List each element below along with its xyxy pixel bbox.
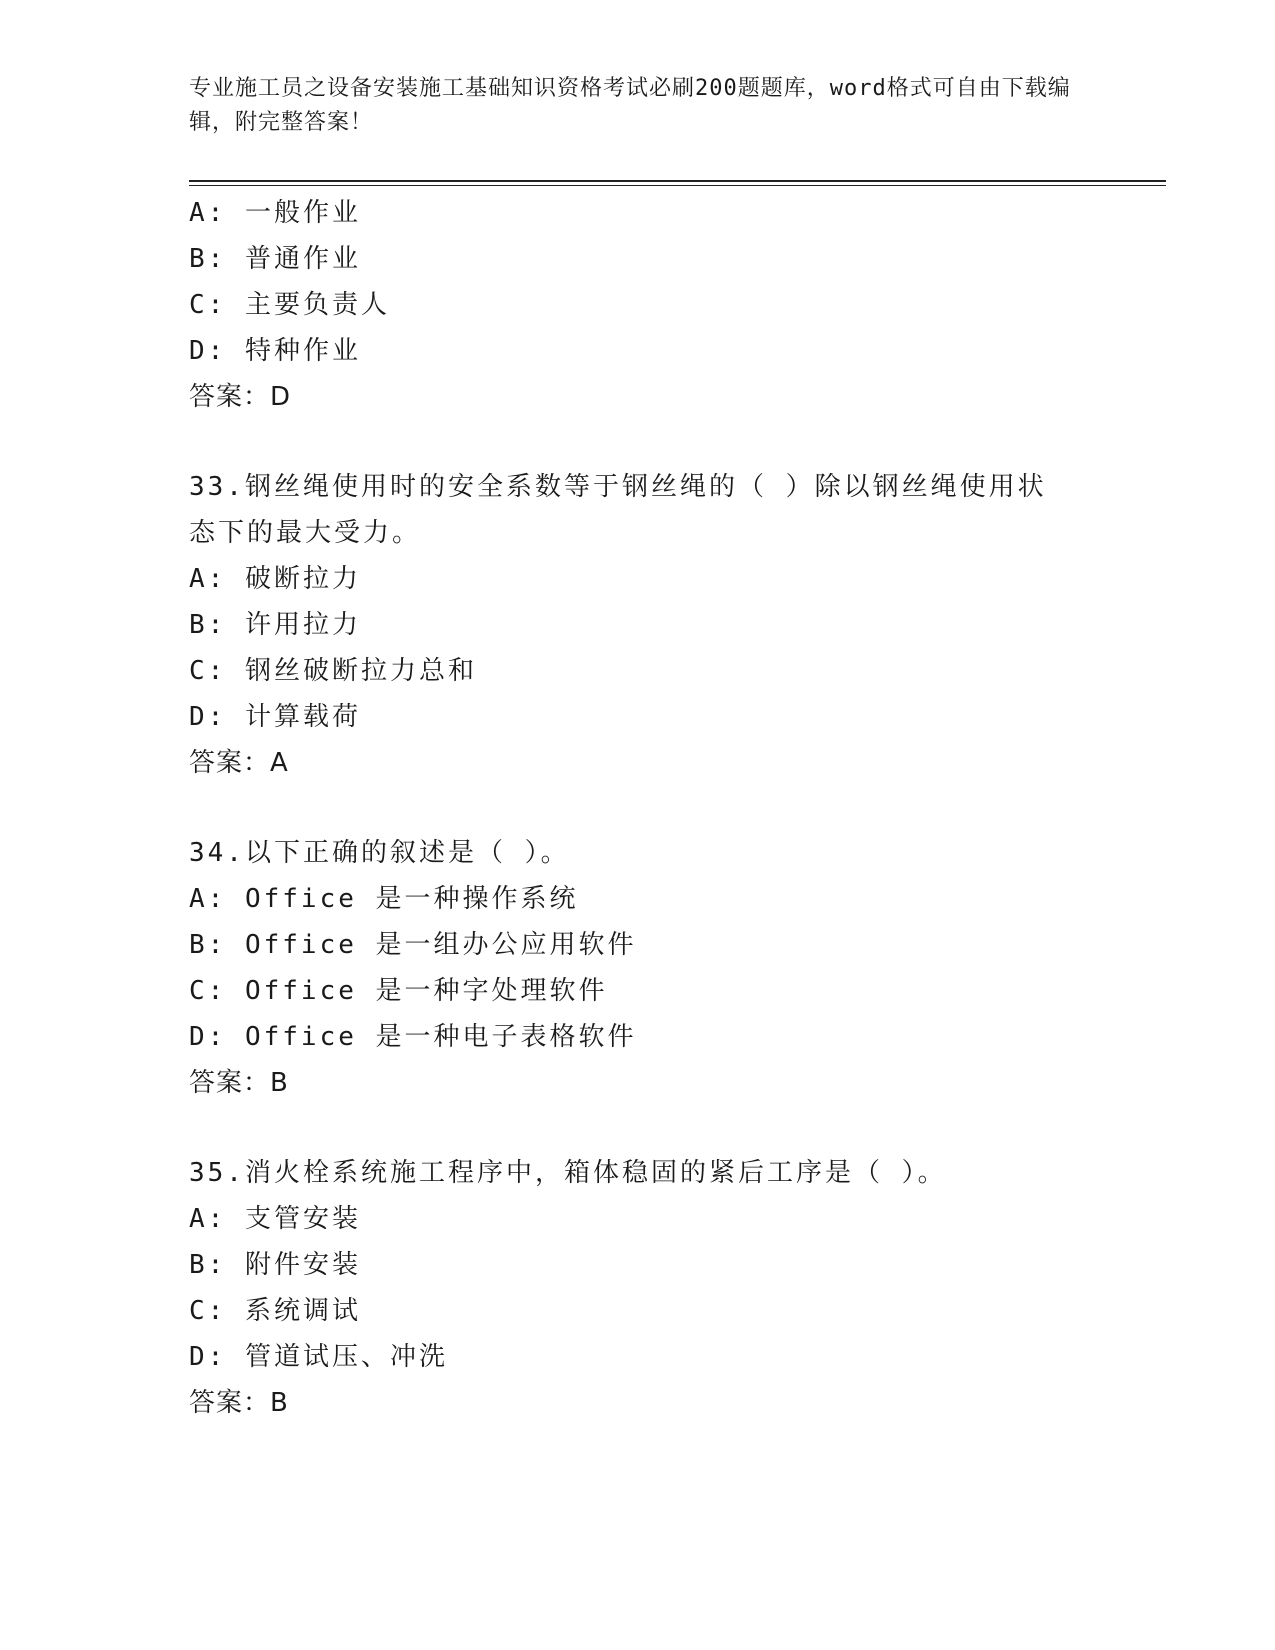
option-c: C: 系统调试 bbox=[189, 1296, 361, 1326]
option-c: C: 主要负责人 bbox=[189, 290, 390, 320]
question-32 bbox=[189, 190, 1169, 420]
question-34 bbox=[189, 830, 1169, 1106]
document-header: 专业施工员之设备安装施工基础知识资格考试必刷200题题库，word格式可自由下载编辑，附完整答案！ bbox=[189, 76, 1071, 135]
option-b: B: 普通作业 bbox=[189, 244, 361, 274]
option-a: A: Office 是一种操作系统 bbox=[189, 884, 579, 914]
option-c: C: Office 是一种字处理软件 bbox=[189, 976, 608, 1006]
answer: 答案：A bbox=[189, 748, 289, 778]
option-c: C: 钢丝破断拉力总和 bbox=[189, 656, 477, 686]
document-body bbox=[189, 190, 1169, 1426]
option-a: A: 一般作业 bbox=[189, 198, 361, 228]
answer: 答案：D bbox=[189, 382, 292, 412]
answer: 答案：B bbox=[189, 1388, 289, 1418]
option-d: D: 管道试压、冲洗 bbox=[189, 1342, 448, 1372]
spacer bbox=[189, 1106, 1169, 1150]
question-title: 34.以下正确的叙述是（ ）。 bbox=[189, 838, 570, 868]
question-title: 33.钢丝绳使用时的安全系数等于钢丝绳的（ ）除以钢丝绳使用状态下的最大受力。 bbox=[189, 472, 1047, 548]
header-divider-thin bbox=[189, 185, 1166, 186]
question-35 bbox=[189, 1150, 1169, 1426]
option-a: A: 破断拉力 bbox=[189, 564, 361, 594]
header-divider bbox=[189, 180, 1166, 182]
option-a: A: 支管安装 bbox=[189, 1204, 361, 1234]
option-d: D: 计算载荷 bbox=[189, 702, 361, 732]
question-33 bbox=[189, 464, 1169, 786]
option-d: D: 特种作业 bbox=[189, 336, 361, 366]
option-b: B: Office 是一组办公应用软件 bbox=[189, 930, 637, 960]
answer: 答案：B bbox=[189, 1068, 289, 1098]
spacer bbox=[189, 420, 1169, 464]
option-b: B: 附件安装 bbox=[189, 1250, 361, 1280]
option-d: D: Office 是一种电子表格软件 bbox=[189, 1022, 637, 1052]
question-title: 35.消火栓系统施工程序中，箱体稳固的紧后工序是（ ）。 bbox=[189, 1158, 947, 1188]
spacer bbox=[189, 786, 1169, 830]
option-b: B: 许用拉力 bbox=[189, 610, 361, 640]
